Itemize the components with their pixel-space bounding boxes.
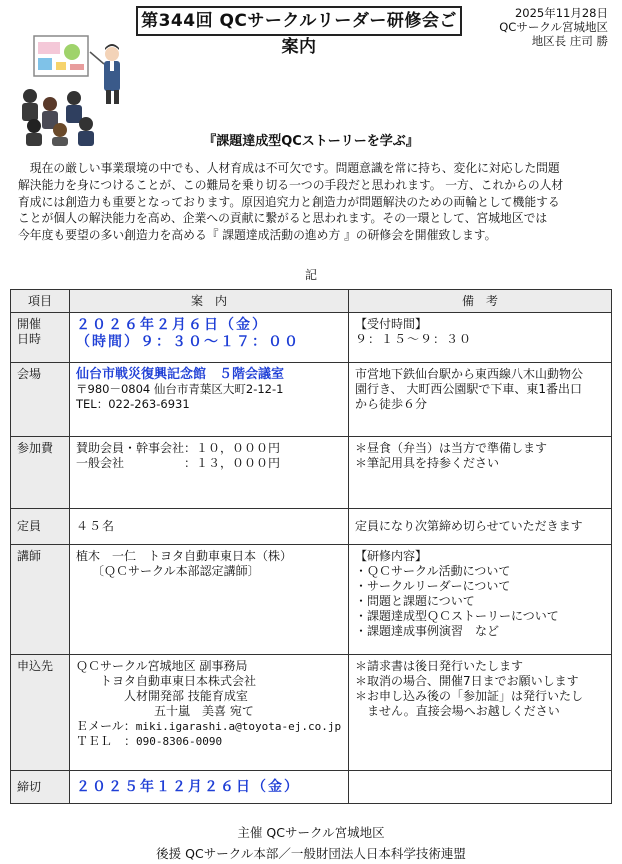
event-time: （時間）９：３０～１７：００ <box>76 334 300 350</box>
details-table <box>10 289 612 804</box>
contents-title: 【研修内容】 <box>355 549 428 563</box>
fee-member: 賛助会員・幹事会社：１０，０００円 <box>76 441 281 455</box>
row-deadline <box>11 771 612 804</box>
sender-org: QCサークル宮城地区 <box>499 20 608 34</box>
sender-name: 地区長 庄司 勝 <box>531 34 608 48</box>
date-info <box>70 313 349 363</box>
row-fee <box>11 437 612 509</box>
apply-info <box>70 655 349 771</box>
support-organization: 後援 QCサークル本部／一般財団法人日本科学技術連盟 <box>156 846 466 861</box>
capacity-note: 定員になり次第締め切らせていただきます <box>349 509 612 545</box>
row-apply <box>11 655 612 771</box>
row-venue <box>11 363 612 437</box>
lecturer-note <box>349 545 612 655</box>
venue-address: 〒980－0804 仙台市青葉区大町2-12-1 <box>76 382 284 396</box>
list-item: ・課題達成型ＱＣストーリーについて <box>355 609 559 623</box>
list-item: ・課題達成事例演習 など <box>355 624 500 638</box>
fee-note: ＊昼食（弁当）は当方で準備します ＊筆記用具を持参ください <box>349 437 612 509</box>
footer <box>0 822 622 864</box>
list-item: ・ＱＣサークル活動について <box>355 564 511 578</box>
label-deadline: 締切 <box>11 771 70 804</box>
label-venue: 会場 <box>11 363 70 437</box>
deadline-value: ２０２５年１２月２６日（金） <box>70 771 349 804</box>
ki-heading: 記 <box>304 268 317 282</box>
lecturer-title: 〔ＱＣサークル本部認定講師〕 <box>92 564 260 578</box>
label-apply: 申込先 <box>11 655 70 771</box>
fee-info <box>70 437 349 509</box>
lecturer-name: 植木 一仁 トヨタ自動車東日本（株） <box>76 549 293 563</box>
venue-info <box>70 363 349 437</box>
event-date: ２０２６年２月６日（金） <box>76 317 268 333</box>
venue-name: 仙台市戦災復興記念館 ５階会議室 <box>76 367 285 382</box>
label-capacity: 定員 <box>11 509 70 545</box>
fee-general: 一般会社 ：１３，０００円 <box>76 456 281 470</box>
header-note: 備 考 <box>349 290 612 313</box>
apply-email-row <box>76 719 342 734</box>
row-capacity <box>11 509 612 545</box>
issue-date: 2025年11月28日 <box>514 6 608 20</box>
intro-paragraph <box>18 160 602 244</box>
table-header-row <box>11 290 612 313</box>
seminar-subtitle: 『課題達成型QCストーリーを学ぶ』 <box>203 134 419 149</box>
venue-tel: TEL：022-263-6931 <box>76 397 190 411</box>
apply-line: トヨタ自動車東日本株式会社 <box>100 674 257 688</box>
tel-label: ＴＥＬ ： <box>76 734 137 748</box>
capacity-value: ４５名 <box>70 509 349 545</box>
apply-note: ＊請求書は後日発行いたします ＊取消の場合、開催7日までお願いします ＊お申し込み後の「参加証」は発行いたし ません。直接会場へお越しください <box>349 655 612 771</box>
label-fee: 参加費 <box>11 437 70 509</box>
reception-title: 【受付時間】 <box>355 317 428 331</box>
apply-line: 人材開発部 技能育成室 <box>124 689 248 703</box>
intro-line: ことが個人の解決能力を高め、企業への貢献に繋がると思われます。その一環として、宮城地区では <box>18 211 548 226</box>
host-organization: 主催 QCサークル宮城地区 <box>237 825 385 840</box>
list-item: ・問題と課題について <box>355 594 475 608</box>
email-address[interactable]: miki.igarashi.a@toyota-ej.co.jp <box>135 720 342 733</box>
deadline-note <box>349 771 612 804</box>
row-lecturer <box>11 545 612 655</box>
venue-note: 市営地下鉄仙台駅から東西線八木山動物公 園行き、 大町西公園駅で下車、東1番出口 から徒歩６分 <box>349 363 612 437</box>
intro-line: 現在の厳しい事業環境の中でも、人材育成は不可欠です。問題意識を常に持ち、変化に対応した問題 <box>18 161 560 175</box>
apply-tel-row <box>76 734 342 749</box>
header-info: 案 内 <box>70 290 349 313</box>
intro-line: 今年度も要望の多い創造力を高める『 課題達成活動の進め方 』の研修会を開催致します。 <box>18 228 497 243</box>
sender-block <box>499 6 608 48</box>
list-item: ・サークルリーダーについて <box>355 579 511 593</box>
label-date: 開催 日時 <box>11 313 70 363</box>
header-item: 項目 <box>11 290 70 313</box>
page-title: 第344回 QCサークルリーダー研修会ご案内 <box>136 6 462 36</box>
row-date <box>11 313 612 363</box>
apply-line: ＱＣサークル宮城地区 副事務局 <box>76 659 248 673</box>
intro-line: 育成には創造力も重要となっております。原因追究力と創造力が問題解決のための両輪として機能する <box>18 194 560 209</box>
reception-time: ９：１５～９：３０ <box>355 332 473 346</box>
email-label: Ｅメール： <box>76 719 136 733</box>
date-note <box>349 313 612 363</box>
tel-number: 090-8306-0090 <box>136 735 223 748</box>
intro-line: 解決能力を身につけることが、この難局を乗り切る一つの手段だと思われます。 一方、これからの人材 <box>18 177 564 192</box>
apply-line: 五十嵐 美喜 宛て <box>154 704 254 718</box>
label-lecturer: 講師 <box>11 545 70 655</box>
lecturer-info <box>70 545 349 655</box>
